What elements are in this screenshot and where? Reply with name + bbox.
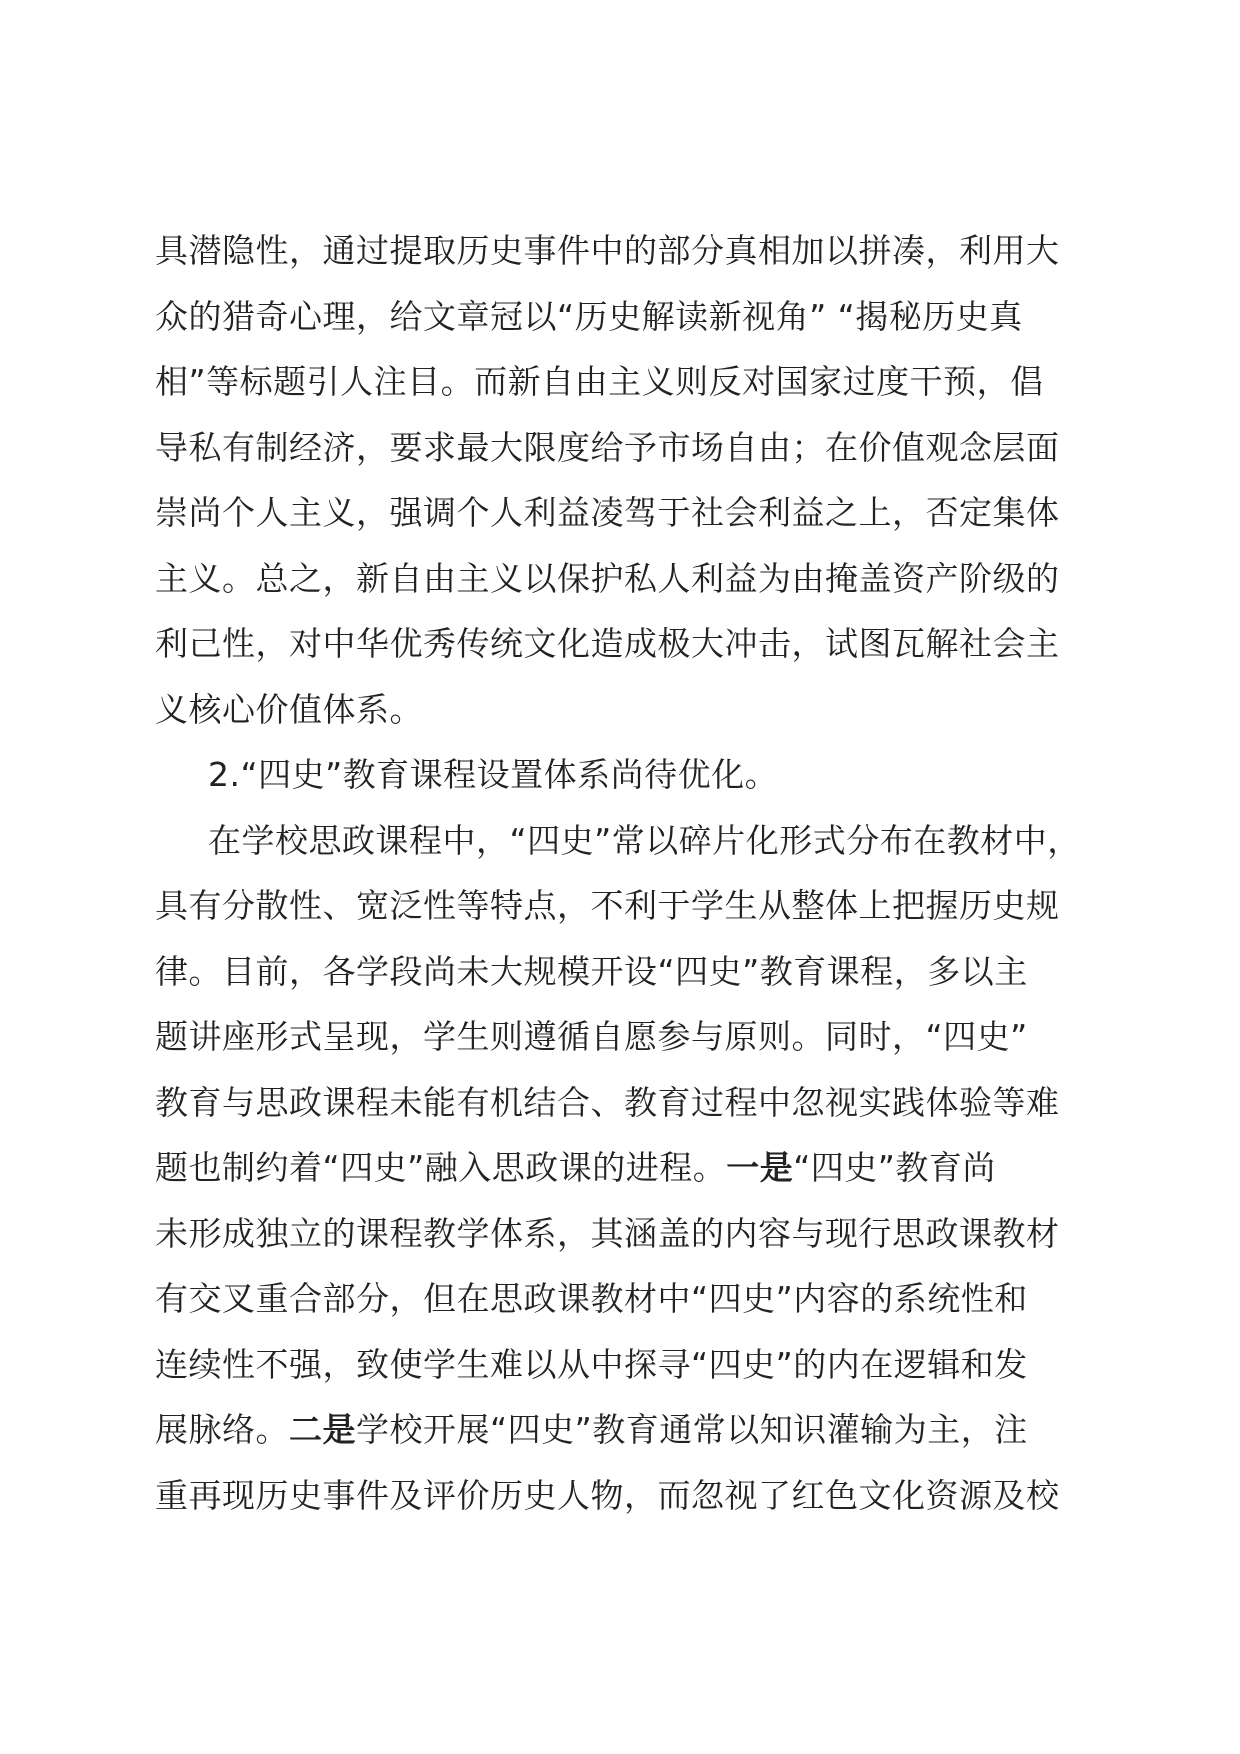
paragraph-1-line-1: 具潜隐性，通过提取历史事件中的部分真相加以拼凑，利用大 (155, 231, 1060, 270)
paragraph-1-line-4: 导私有制经济，要求最大限度给予市场自由；在价值观念层面 (155, 427, 1060, 467)
paragraph-2-line-8: 有交叉重合部分，但在思政课教材中“四史”内容的系统性和 (155, 1279, 1028, 1318)
line-10-text-before: 展脉络。 (155, 1410, 289, 1449)
line-6-text-before: 题也制约着“四史”融入思政课的进程。 (155, 1148, 727, 1187)
first-point-marker: 一是 (726, 1148, 794, 1187)
paragraph-2-line-2: 具有分散性、宽泛性等特点，不利于学生从整体上把握历史规 (155, 886, 1060, 925)
paragraph-2-line-9: 连续性不强，致使学生难以从中探寻“四史”的内在逻辑和发 (155, 1344, 1028, 1384)
paragraph-1-line-5: 崇尚个人主义，强调个人利益凌驾于社会利益之上，否定集体 (155, 493, 1060, 532)
body-text (155, 218, 1145, 1528)
paragraph-1-line-6: 主义。总之，新自由主义以保护私人利益为由掩盖资产阶级的 (155, 558, 1060, 598)
section-heading: 2.“四史”教育课程设置体系尚待优化。 (208, 755, 779, 794)
paragraph-1-line-8: 义核心价值体系。 (155, 689, 423, 729)
second-point-marker: 二是 (289, 1410, 356, 1449)
paragraph-2-line-3: 律。目前，各学段尚未大规模开设“四史”教育课程，多以主 (155, 951, 1028, 991)
paragraph-2-line-1: 在学校思政课程中，“四史”常以碎片化形式分布在教材中， (208, 820, 1081, 860)
paragraph-1-line-3: 相”等标题引人注目。而新自由主义则反对国家过度干预，倡 (155, 362, 1044, 401)
line-6-text-after: “四史”教育尚 (793, 1148, 996, 1187)
paragraph-2-line-10 (155, 1397, 1145, 1463)
paragraph-1-line-2: 众的猎奇心理，给文章冠以“历史解读新视角” “揭秘历史真 (155, 296, 1023, 336)
line-10-text-after: 学校开展“四史”教育通常以知识灌输为主，注 (356, 1410, 1028, 1449)
paragraph-2-line-6 (155, 1135, 1145, 1201)
paragraph-2-line-4: 题讲座形式呈现，学生则遵循自愿参与原则。同时，“四史” (155, 1017, 1028, 1056)
paragraph-2-line-7: 未形成独立的课程教学体系，其涵盖的内容与现行思政课教材 (155, 1213, 1060, 1253)
paragraph-1-line-7: 利己性，对中华优秀传统文化造成极大冲击，试图瓦解社会主 (155, 624, 1060, 663)
paragraph-2-line-5: 教育与思政课程未能有机结合、教育过程中忽视实践体验等难 (155, 1082, 1060, 1122)
paragraph-2-line-11: 重再现历史事件及评价历史人物，而忽视了红色文化资源及校 (155, 1475, 1060, 1515)
